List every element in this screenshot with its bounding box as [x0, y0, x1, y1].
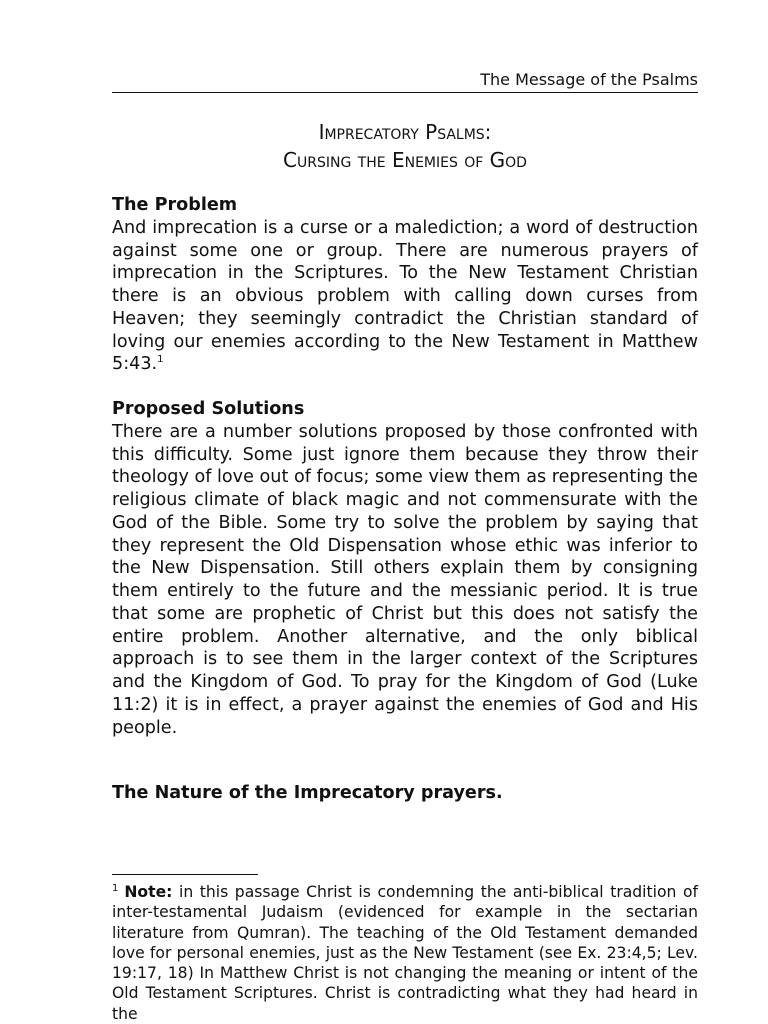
section-heading: The Problem [112, 195, 238, 215]
footnote-text: in this passage Christ is condemning the anti-biblical tradition of inter-testamental Judaism (evidenced for example in the sectarian literature from Qumran). The teaching of the Old Testament demanded love for personal enemies, just as the New Testament (see Ex. 23:4,5; Lev. 19:17, 18) In Matthew Christ is not changing the meaning or intent of the Old Testament Scriptures. Christ is contradicting what they had heard in the [112, 883, 698, 1023]
document-page [112, 0, 698, 1024]
section-the-problem [112, 194, 698, 376]
footnote-reference[interactable]: 1 [157, 354, 164, 366]
chapter-title-line-1: Imprecatory Psalms: [318, 120, 492, 144]
footnote-separator [112, 874, 258, 875]
running-header: The Message of the Psalms [480, 70, 698, 89]
section-heading: Proposed Solutions [112, 399, 305, 419]
section-heading: The Nature of the Imprecatory prayers. [112, 783, 503, 803]
section-paragraph [112, 217, 698, 376]
header-rule [112, 92, 698, 93]
chapter-title-line-2: Cursing the Enemies of God [283, 148, 527, 172]
section-nature-of-imprecatory-prayers [112, 782, 698, 805]
chapter-title [112, 118, 698, 174]
paragraph-text: And imprecation is a curse or a malediction; a word of destruction against some one or group. There are numerous prayers of imprecation in the Scriptures. To the New Testament Christian there is an obvious problem with calling down curses from Heaven; they seemingly contradict the Christian standard of loving our enemies according to the New Testament in Matthew 5:43. [112, 217, 698, 375]
section-proposed-solutions [112, 398, 698, 739]
footnote [112, 882, 698, 1024]
section-paragraph: There are a number solutions proposed by those confronted with this difficulty. Some just ignore them because they throw their theology of love out of focus; some view them as representing the religious climate of black magic and not commensurate with the God of the Bible. Some try to solve the problem by saying that they represent the Old Dispensation whose ethic was inferior to the New Dispensation. Still others explain them by consigning them entirely to the future and the messianic period. It is true that some are prophetic of Christ but this does not satisfy the entire problem. Another alternative, and the only biblical approach is to see them in the larger context of the Scriptures and the Kingdom of God. To pray for the Kingdom of God (Luke 11:2) it is in effect, a prayer against the enemies of God and His people. [112, 421, 698, 738]
footnote-number: 1 [112, 882, 119, 894]
footnote-lead: Note: [124, 883, 173, 901]
